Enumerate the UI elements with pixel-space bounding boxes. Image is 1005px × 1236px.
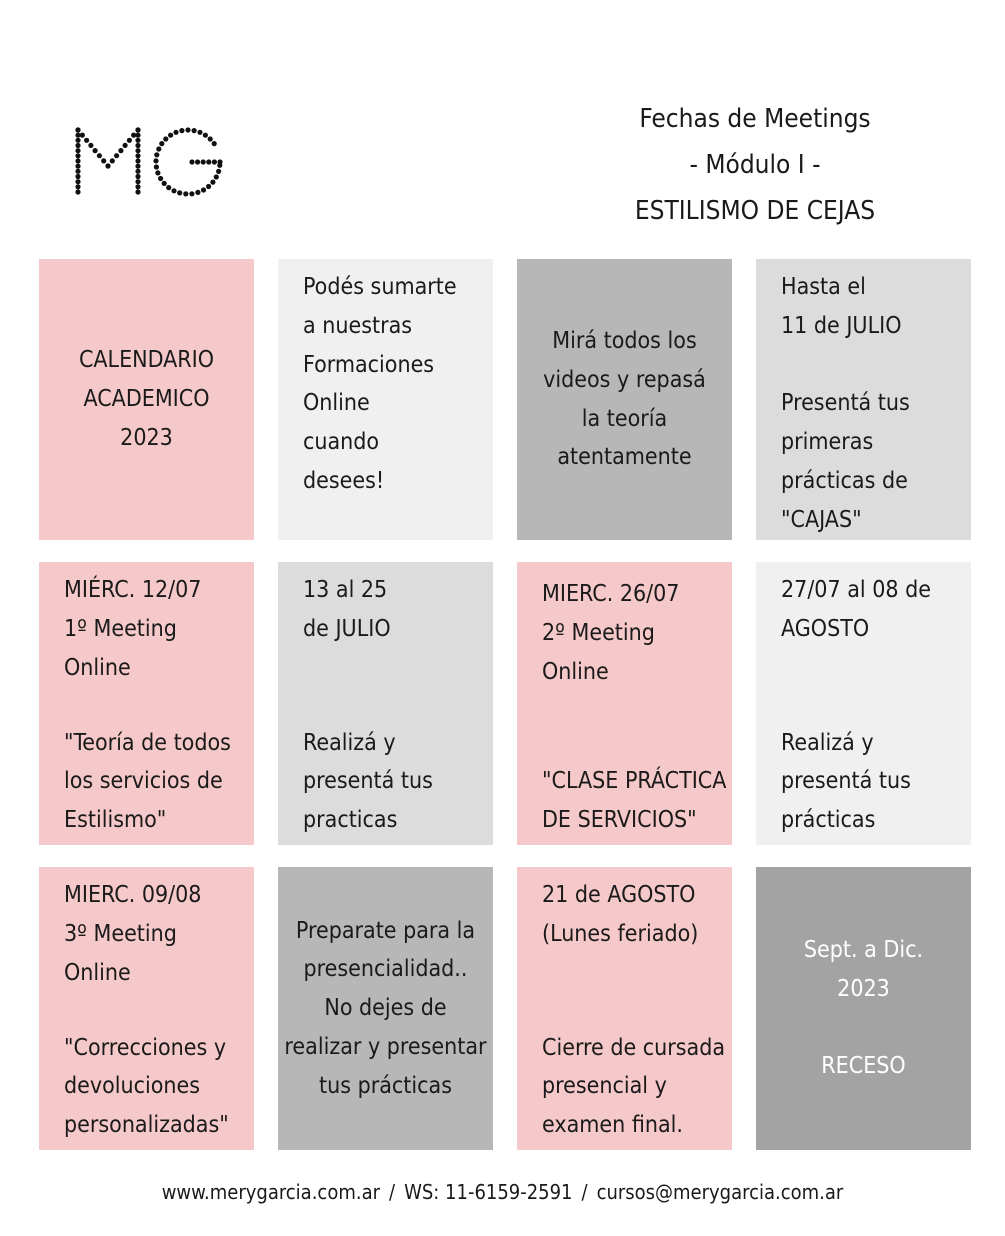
cell-text-line: primeras	[781, 429, 874, 456]
cell-text-line: Sept. a Dic.	[803, 936, 924, 963]
logo-dot	[163, 136, 168, 141]
cell-text-line: 21 de AGOSTO	[542, 882, 696, 908]
cell-text-line: "Teoría de todos	[64, 729, 231, 756]
cell-text-line: MIERC. 09/08	[64, 882, 202, 908]
logo-dot	[212, 141, 217, 146]
logo-dot	[75, 174, 80, 179]
cell-text-line: de JULIO	[303, 615, 391, 642]
calendar-cell-meeting-2	[517, 562, 732, 845]
logo-dot	[201, 187, 206, 192]
logo-dot	[158, 176, 163, 181]
cell-text-line: la teoría	[581, 405, 668, 432]
logo-dot	[214, 174, 219, 179]
cell-bottom	[64, 724, 254, 840]
logo-dot	[216, 169, 221, 174]
cell-top	[64, 571, 254, 687]
title-line: Fechas de Meetings	[639, 104, 871, 134]
cell-text-line: presencialidad..	[303, 956, 468, 983]
cell-text-line: ACADEMICO	[83, 386, 210, 413]
logo-dot	[93, 148, 98, 153]
logo-dot	[84, 138, 89, 143]
logo-dot	[75, 179, 80, 184]
calendar-cell-cajas-deadline	[756, 259, 971, 540]
cell-text-line: presentá tus	[303, 768, 433, 795]
cell-text-line: DE SERVICIOS"	[542, 807, 697, 834]
cell-bottom	[64, 1029, 254, 1145]
cell-text-line: 11 de JULIO	[781, 312, 902, 339]
logo-dot	[135, 138, 140, 143]
logo-dot	[166, 185, 171, 190]
logo-dot	[135, 153, 140, 158]
cell-top	[542, 575, 732, 691]
logo-dot	[212, 159, 217, 164]
logo-dot	[88, 143, 93, 148]
footer-contact	[0, 1180, 1005, 1204]
logo-dot	[183, 191, 188, 196]
logo-dot	[192, 128, 197, 133]
cell-text-line: (Lunes feriado)	[542, 920, 699, 947]
logo-dot	[75, 169, 80, 174]
cell-text-line: Online	[303, 390, 370, 417]
footer-whatsapp[interactable]: WS: 11-6159-2591	[404, 1180, 573, 1204]
cell-text-line: 2º Meeting	[542, 619, 655, 646]
logo-dot	[217, 159, 222, 164]
calendar-grid	[39, 259, 971, 1150]
footer-separator: /	[581, 1180, 588, 1204]
logo-dot	[177, 190, 182, 195]
calendar-cell-meeting-3	[39, 867, 254, 1150]
cell-text-line	[781, 346, 971, 385]
logo-dot	[75, 153, 80, 158]
logo-dot	[127, 138, 132, 143]
cell-text-line: 2023	[120, 424, 173, 451]
cell-text-line: 2023	[837, 975, 890, 1002]
cell-text-line: practicas	[303, 807, 398, 834]
cell-text-line: Online	[64, 654, 131, 681]
logo-dot	[197, 130, 202, 135]
logo-dot	[189, 159, 194, 164]
cell-text-line: personalizadas"	[64, 1112, 229, 1139]
logo-dot	[189, 191, 194, 196]
cell-text-line: videos y repasá	[543, 366, 706, 393]
logo-dot	[195, 190, 200, 195]
cell-text-line: Presentá tus	[781, 390, 910, 417]
logo-dot	[123, 143, 128, 148]
cell-text-line: "CAJAS"	[781, 506, 862, 533]
logo-dot	[101, 158, 106, 163]
calendar-cell-presencial-prep	[278, 867, 493, 1150]
cell-text-line: desees!	[303, 467, 385, 494]
logo-dot	[156, 146, 161, 151]
cell-text-line: "Correcciones y	[64, 1034, 227, 1061]
cell-text-line: Online	[64, 959, 131, 986]
cell-text-line: presentá tus	[781, 768, 911, 795]
cell-text-line: realizar y presentar	[284, 1033, 487, 1060]
page-title	[600, 96, 910, 234]
logo-dot	[75, 184, 80, 189]
cell-text-line: a nuestras	[303, 312, 413, 339]
logo-dot	[179, 128, 184, 133]
logo-dot	[208, 136, 213, 141]
calendar-cell-practice-2	[756, 562, 971, 845]
logo-dot	[80, 133, 85, 138]
cell-top	[64, 876, 254, 992]
cell-text-line: Preparate para la	[295, 917, 476, 944]
logo-dot	[135, 148, 140, 153]
calendar-cell-online-info	[278, 259, 493, 540]
logo-dot	[75, 189, 80, 194]
cell-text-line: prácticas de	[781, 467, 908, 494]
cell-bottom	[303, 724, 493, 840]
logo-dot	[97, 153, 102, 158]
cell-top	[542, 876, 732, 954]
logo-dot	[210, 180, 215, 185]
cell-bottom	[542, 1029, 732, 1145]
cell-bottom	[781, 724, 971, 840]
cell-text-line: Online	[542, 658, 609, 685]
cell-text-line: Mirá todos los	[552, 327, 697, 354]
cell-text-line: MIERC. 26/07	[542, 581, 680, 607]
logo-dot	[201, 159, 206, 164]
footer-separator: /	[388, 1180, 396, 1204]
title-line: - Módulo I -	[689, 150, 821, 180]
calendar-cell-videos	[517, 259, 732, 540]
logo-dot	[75, 148, 80, 153]
cell-text-line: CALENDARIO	[78, 347, 215, 374]
cell-text-line: AGOSTO	[781, 615, 870, 642]
cell-text-line: examen final.	[542, 1112, 683, 1139]
cell-text-line: Hasta el	[781, 274, 866, 300]
cell-text-line: Realizá y	[781, 729, 874, 756]
cell-bottom	[542, 762, 732, 840]
logo-dot	[185, 127, 190, 132]
cell-text-line: Cierre de cursada	[542, 1034, 726, 1061]
calendar-cell-receso	[756, 867, 971, 1150]
cell-top	[781, 571, 971, 649]
calendar-cell-meeting-1	[39, 562, 254, 845]
logo-dot	[105, 163, 110, 168]
cell-text-line: RECESO	[821, 1053, 906, 1080]
cell-text-line: prácticas	[781, 807, 876, 834]
logo-dot	[168, 133, 173, 138]
cell-text-line: Formaciones	[303, 351, 435, 378]
logo-dot	[195, 159, 200, 164]
logo-dot	[135, 158, 140, 163]
logo-dot	[75, 143, 80, 148]
logo-dot	[206, 159, 211, 164]
logo-dot	[75, 164, 80, 169]
footer-email-link[interactable]: cursos@merygarcia.com.ar	[596, 1180, 844, 1204]
logo-dot	[135, 133, 140, 138]
footer-website-link[interactable]: www.merygarcia.com.ar	[161, 1180, 380, 1204]
logo-dot	[171, 188, 176, 193]
logo-dot	[135, 164, 140, 169]
calendar-cell-final-exam	[517, 867, 732, 1150]
logo-dot	[153, 158, 158, 163]
cell-text-line: cuando	[303, 429, 380, 456]
cell-text-line: Estilismo"	[64, 807, 167, 834]
logo-dot	[135, 174, 140, 179]
logo-dot	[206, 184, 211, 189]
cell-top	[303, 571, 493, 649]
cell-text-line: tus prácticas	[319, 1072, 452, 1099]
cell-text-line: presencial y	[542, 1073, 667, 1100]
cell-text-line: Realizá y	[303, 729, 396, 756]
cell-text-line: 27/07 al 08 de	[781, 577, 931, 603]
logo-dot	[155, 170, 160, 175]
mg-logo	[70, 120, 235, 205]
logo-dot	[162, 181, 167, 186]
logo-dot	[75, 138, 80, 143]
logo-dot	[110, 158, 115, 163]
cell-text-line: 13 al 25	[303, 577, 388, 603]
logo-dot	[75, 158, 80, 163]
calendar-cell-practice-1	[278, 562, 493, 845]
logo-dot	[114, 153, 119, 158]
logo-dot	[118, 148, 123, 153]
logo-dot	[135, 143, 140, 148]
cell-text-line: devoluciones	[64, 1073, 201, 1100]
logo-dot	[135, 189, 140, 194]
cell-text-line: MIÉRC. 12/07	[64, 577, 202, 603]
logo-dot	[173, 130, 178, 135]
cell-text-line: atentamente	[557, 444, 692, 471]
calendar-cell-academic	[39, 259, 254, 540]
logo-dot	[75, 127, 80, 132]
logo-dot	[135, 127, 140, 132]
cell-text-line: Podés sumarte	[303, 274, 457, 300]
logo-dot	[135, 169, 140, 174]
logo-dot	[203, 133, 208, 138]
logo-dot	[154, 164, 159, 169]
logo-dot	[154, 152, 159, 157]
cell-text-line: 1º Meeting	[64, 615, 177, 642]
logo-dot	[159, 141, 164, 146]
cell-text-line: los servicios de	[64, 768, 223, 795]
title-line: ESTILISMO DE CEJAS	[634, 196, 876, 226]
logo-dot	[135, 179, 140, 184]
cell-text-line: No dejes de	[324, 995, 447, 1022]
cell-text-line: 3º Meeting	[64, 920, 177, 947]
cell-text-line: "CLASE PRÁCTICA	[542, 768, 727, 795]
logo-dot	[135, 184, 140, 189]
